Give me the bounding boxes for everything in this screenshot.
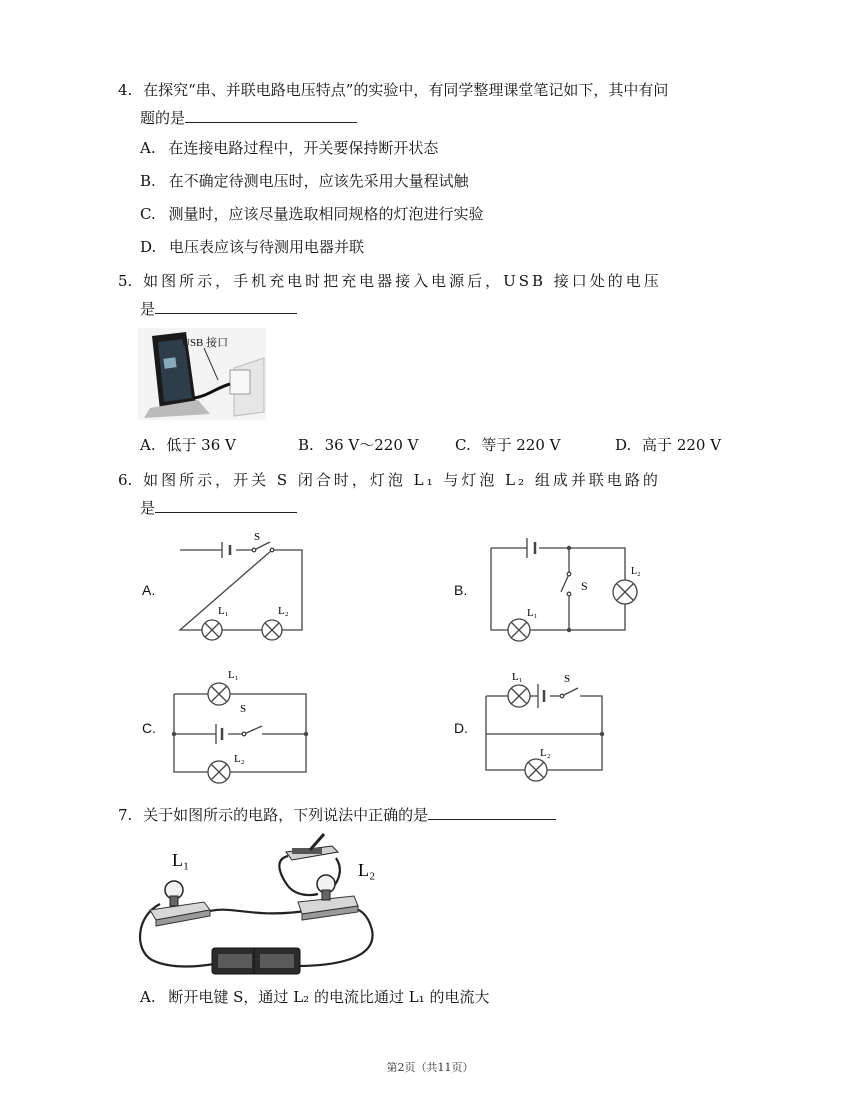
option-text: 等于 220 V	[481, 436, 561, 454]
lamp2-label: L₂	[234, 753, 245, 765]
option-label: C.	[455, 436, 471, 454]
q6-option-c-label[interactable]: C.	[142, 720, 156, 736]
option-text: 低于 36 V	[166, 436, 236, 454]
q5-option-d	[615, 434, 721, 456]
q6-stem-text2: 是	[140, 499, 156, 517]
option-text: 测量时，应该尽量选取相同规格的灯泡进行实验	[168, 205, 484, 223]
q5-stem-line1	[118, 270, 662, 292]
switch-label: S	[254, 531, 261, 543]
option-text: 36 V～220 V	[324, 436, 419, 454]
q6-stem-text: 如图所示，开关 S 闭合时，灯泡 L₁ 与灯泡 L₂ 组成并联电路的	[143, 471, 661, 489]
q5-answer-blank[interactable]	[155, 299, 297, 314]
page-footer: 第2页（共11页）	[386, 1061, 474, 1074]
phone-charger-image	[138, 328, 266, 420]
option-label: A.	[140, 988, 156, 1006]
q5-stem-text2: 是	[140, 300, 156, 318]
q5-option-a	[140, 434, 236, 456]
q4-option-d	[140, 236, 364, 258]
switch-label: S	[581, 579, 588, 593]
option-label: B.	[140, 172, 156, 190]
q6-option-a-label[interactable]: A.	[142, 582, 156, 598]
q4-option-c	[140, 203, 484, 225]
q6-option-b-label[interactable]: B.	[454, 582, 468, 598]
q6-answer-blank[interactable]	[155, 498, 297, 513]
q4-option-a	[140, 137, 438, 159]
option-text: 在连接电路过程中，开关要保持断开状态	[168, 139, 439, 157]
q4-answer-blank[interactable]	[185, 108, 357, 123]
lamp2-label: L₂	[631, 566, 641, 577]
lamp1-label: L₁	[228, 669, 239, 681]
lamp1-label: L₁	[527, 607, 538, 619]
q4-stem-text: 在探究“串、并联电路电压特点”的实验中，有同学整理课堂笔记如下，其中有问	[143, 81, 669, 99]
option-label: D.	[615, 436, 632, 454]
lamp2-label: L₂	[540, 747, 551, 759]
photo-lamp1-label: L₁	[172, 850, 190, 870]
q6-number: 6.	[118, 471, 133, 489]
option-text: 电压表应该与待测用电器并联	[169, 238, 365, 256]
lamp1-label: L₁	[512, 671, 523, 683]
option-label: D.	[140, 238, 157, 256]
q4-number: 4.	[118, 81, 133, 99]
q6-stem-line1	[118, 469, 661, 491]
circuit-diagram-c	[168, 664, 314, 784]
photo-lamp2-label: L₂	[358, 860, 376, 880]
q5-option-c	[455, 434, 561, 456]
switch-label: S	[564, 673, 571, 685]
circuit-diagram-a	[170, 530, 310, 646]
q5-stem-line2	[140, 298, 297, 320]
circuit-diagram-b	[483, 530, 643, 646]
q6-stem-line2	[140, 497, 297, 519]
q7-option-a	[140, 986, 489, 1008]
lamp2-label: L₂	[278, 605, 289, 617]
q5-stem-text: 如图所示，手机充电时把充电器接入电源后，USB 接口处的电压	[143, 272, 662, 290]
q4-option-b	[140, 170, 469, 192]
option-label: A.	[140, 139, 156, 157]
option-text: 断开电键 S，通过 L₂ 的电流比通过 L₁ 的电流大	[168, 988, 490, 1006]
lamp1-label: L₁	[218, 605, 229, 617]
option-label: B.	[298, 436, 314, 454]
q7-answer-blank[interactable]	[428, 805, 556, 820]
q4-stem-line2	[140, 107, 357, 129]
option-text: 在不确定待测电压时，应该先采用大量程试触	[168, 172, 469, 190]
circuit-diagram-d	[478, 664, 612, 784]
q7-number: 7.	[118, 806, 133, 824]
q5-number: 5.	[118, 272, 133, 290]
switch-label: S	[240, 703, 247, 715]
option-label: C.	[140, 205, 156, 223]
option-label: A.	[140, 436, 156, 454]
option-text: 高于 220 V	[642, 436, 722, 454]
circuit-photo	[132, 830, 382, 976]
q6-option-d-label[interactable]: D.	[454, 720, 468, 736]
q4-stem-text2: 题的是	[140, 109, 186, 127]
usb-port-caption: USB 接口	[182, 337, 229, 349]
q7-stem	[118, 804, 556, 826]
q5-option-b	[298, 434, 419, 456]
q4-stem-line1	[118, 79, 668, 101]
q7-stem-text: 关于如图所示的电路，下列说法中正确的是	[143, 806, 429, 824]
